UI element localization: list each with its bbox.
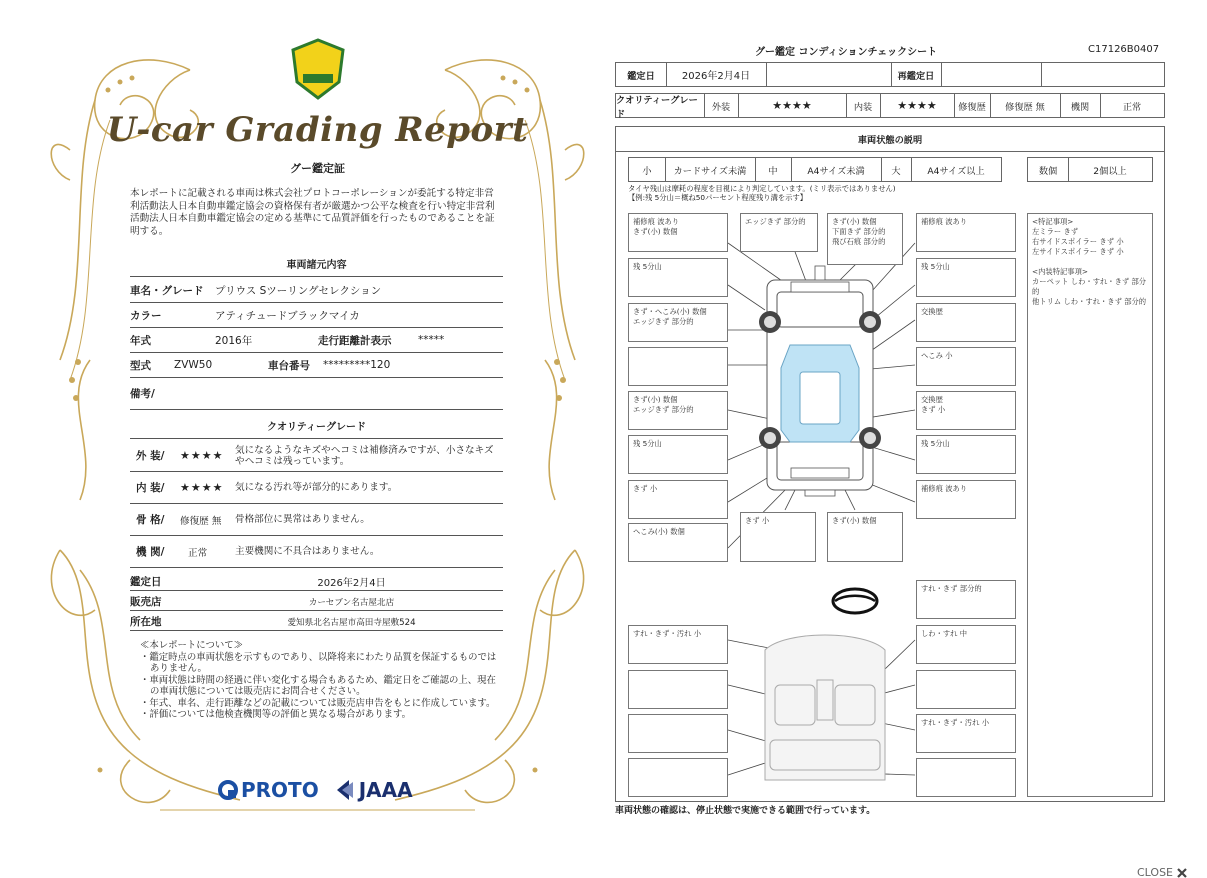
close-button[interactable]: [1137, 866, 1188, 878]
damage-box-right: 補修痕 波あり: [916, 480, 1016, 519]
spec-row-model: 型式 ZVW50 車台番号 *********120: [130, 353, 503, 378]
damage-box-interior-right: しわ・すれ 中: [916, 625, 1016, 664]
damage-box-left: 補修痕 波あり きず(小) 数個: [628, 213, 728, 252]
notes-heading: ≪本レポートについて≫: [140, 640, 243, 651]
grade-row-exterior: 外 装/ ★★★★ 気になるようなキズやヘコミは補修済みですが、小さなキズやヘコミは残っています。: [130, 440, 503, 472]
certificate-intro: 本レポートに記載される車両は株式会社プロトコーポレーションが委託する特定非営利活動法人日本自動車鑑定協会の資格保有者が厳選かつ公平な検査を行い特定非営利活動法人日本自動車鑑定協会の定める基準にて品質評価を行ったものであることを証明する。: [130, 188, 495, 237]
damage-box-right: 残 5分山: [916, 258, 1016, 297]
damage-box-bottom: きず(小) 数個: [827, 512, 903, 562]
info-row-date: 鑑定日 2026年2月4日: [130, 573, 503, 591]
damage-box-interior-left: すれ・きず・汚れ 小: [628, 625, 728, 664]
grade-row-engine: 機 関/ 正常 主要機関に不具合はありません。: [130, 536, 503, 568]
sheet-title: グー鑑定 コンディションチェックシート: [755, 47, 938, 58]
damage-box-right: 残 5分山: [916, 435, 1016, 474]
damage-box-left: [628, 347, 728, 386]
proto-logo: PROTO: [218, 778, 319, 802]
certificate-title: U-car Grading Report: [106, 110, 529, 150]
spec-row-year: 年式 2016年 走行距離計表示 *****: [130, 328, 503, 353]
jaaa-logo: JAAA: [335, 778, 413, 802]
close-label: CLOSE: [1137, 866, 1174, 878]
damage-box-interior-right: [916, 758, 1016, 797]
damage-box-left: へこみ(小) 数個: [628, 523, 728, 562]
goo-kantei-logo: [289, 38, 347, 102]
grading-certificate: [40, 30, 595, 820]
damage-box-interior-left: [628, 670, 728, 709]
quality-heading: クオリティーグレード: [130, 418, 503, 439]
count-legend: 数個 2個以上: [1027, 157, 1153, 182]
damage-box-steering: すれ・きず 部分的: [916, 580, 1016, 619]
brand-logos: [218, 778, 413, 802]
size-legend: 小 カードサイズ未満 中 A4サイズ未満 大 A4サイズ以上: [628, 157, 1002, 182]
spec-row-color: カラー アティチュードブラックマイカ: [130, 303, 503, 328]
damage-box-left: 残 5分山: [628, 258, 728, 297]
spec-heading: 車両諸元内容: [130, 256, 503, 277]
damage-box-right: 交換歴: [916, 303, 1016, 342]
damage-box-interior-right: [916, 670, 1016, 709]
spec-row-name: 車名・グレード プリウス Sツーリングセレクション: [130, 278, 503, 303]
damage-box-interior-right: すれ・きず・汚れ 小: [916, 714, 1016, 753]
damage-box-top: エッジきず 部分的: [740, 213, 818, 252]
damage-box-left: 残 5分山: [628, 435, 728, 474]
damage-box-left: きず(小) 数個 エッジきず 部分的: [628, 391, 728, 430]
grade-row-interior: 内 装/ ★★★★ 気になる汚れ等が部分的にあります。: [130, 472, 503, 504]
damage-box-top: きず(小) 数個 下面きず 部分的 飛び石痕 部分的: [827, 213, 903, 265]
condition-panel: 車両状態の説明: [615, 126, 1165, 802]
info-row-dealer: 販売店 カーセブン名古屋北店: [130, 593, 503, 611]
tire-note: タイヤ残山は摩耗の程度を目視により判定しています。(ミリ表示ではありません) 【例:残 5分山＝概ね50パーセント程度残り溝を示す】: [628, 184, 896, 202]
note-item: ・鑑定時点の車両状態を示すものであり、以降将来にわたり品質を保証するものではありません。: [140, 651, 497, 674]
close-icon: [1176, 867, 1188, 878]
jaaa-mark-icon: [335, 779, 355, 801]
damage-box-left: きず 小: [628, 480, 728, 519]
damage-box-left: きず・へこみ(小) 数個 エッジきず 部分的: [628, 303, 728, 342]
note-item: ・年式、車名、走行距離などの記載については販売店申告をもとに作成しています。: [140, 697, 496, 709]
certificate-subtitle: グー鑑定証: [290, 162, 345, 175]
special-notes: <特記事項> 左ミラー きず 右サイドスポイラー きず 小 左サイドスポイラー きず 小 <内装特記事項> カーペット しわ・すれ・きず 部分的 他トリム しわ・すれ・きず 部分的: [1027, 213, 1153, 797]
sheet-footnote: 車両状態の確認は、停止状態で実施できる範囲で行っています。: [615, 806, 876, 816]
grade-row-frame: 骨 格/ 修復歴 無 骨格部位に異常はありません。: [130, 504, 503, 536]
damage-box-right: 補修痕 波あり: [916, 213, 1016, 252]
spec-row-remarks: 備考/: [130, 378, 503, 410]
grade-row: クオリティーグレード 外装 ★★★★ 内装 ★★★★ 修復歴 修復歴 無 機関 正常: [615, 93, 1165, 118]
sheet-code: C17126B0407: [1088, 44, 1160, 55]
date-row: 鑑定日 2026年2月4日 再鑑定日: [615, 62, 1165, 87]
note-item: ・車両状態は時間の経過に伴い変化する場合もあるため、鑑定日をご確認の上、現在の車両状態については販売店にお問合せください。: [140, 674, 496, 697]
damage-box-right: 交換歴 きず 小: [916, 391, 1016, 430]
damage-box-bottom: きず 小: [740, 512, 816, 562]
proto-mark-icon: [218, 780, 238, 800]
report-notes: [140, 640, 500, 721]
damage-box-right: へこみ 小: [916, 347, 1016, 386]
info-row-address: 所在地 愛知県北名古屋市高田寺屋敷524: [130, 613, 503, 631]
note-item: ・評価については他検査機関等の評価と異なる場合があります。: [140, 709, 411, 720]
damage-box-interior-left: [628, 758, 728, 797]
damage-box-interior-left: [628, 714, 728, 753]
